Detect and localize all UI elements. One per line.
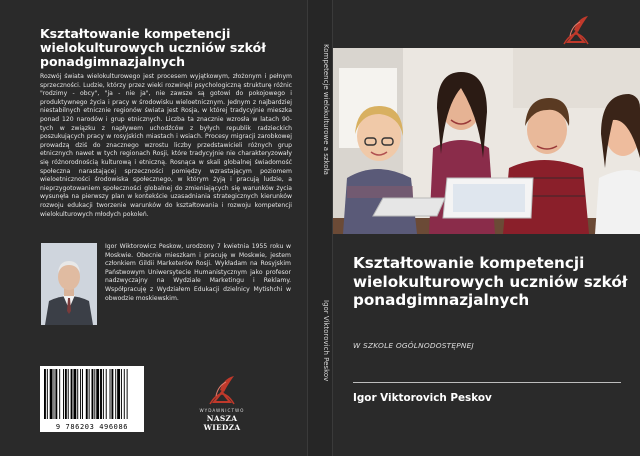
publisher-logo-top: WYDAWNICTWO (199, 408, 245, 413)
back-title: Kształtowanie kompetencji wielokulturowych uczniów szkół ponadgimnazjalnych (40, 26, 266, 69)
students-laptop-photo-icon (333, 48, 640, 234)
spine-author: Igor Viktorovich Peskov (322, 300, 330, 382)
author-bio: Igor Wiktorowicz Peskow, urodzony 7 kwietnia 1955 roku w Moskwie. Obecnie mieszkam i pracuję w Moskwie, jestem członkiem Gildii Marketerów Rosji. Wykładam na Rosyjskim Państwowym Uniwersytecie Humanistycznym jako profesor nadzwyczajny na Wydziale Marketingu i Reklamy. Współpracuję z Wydziałem Edukacji dzielnicy Mytishchi w obwodzie moskiewskim. (105, 243, 291, 302)
front-divider (353, 382, 621, 383)
front-cover (333, 0, 640, 456)
back-cover (0, 0, 307, 456)
author-photo (41, 243, 97, 325)
publisher-logo-icon (190, 370, 254, 408)
spine-title: Kompetencje wielokulturowe a szkoła (322, 44, 330, 175)
barcode (40, 366, 144, 432)
front-subtitle: W SZKOLE OGÓLNODOSTĘPNEJ (353, 341, 474, 350)
back-publisher-logo (190, 370, 254, 432)
cover-photo-students (333, 48, 640, 234)
barcode-digits: 9 786203 496086 (55, 423, 129, 431)
publisher-logo-name: NASZA WIEDZA (203, 414, 241, 432)
front-author: Igor Viktorovich Peskov (353, 392, 492, 404)
front-title: Kształtowanie kompetencji wielokulturowych uczniów szkół ponadgimnazjalnych (353, 254, 628, 309)
spine (307, 0, 333, 456)
back-description: Rozwój świata wielokulturowego jest procesem wyjątkowym, złożonym i pełnym sprzeczności. Ludzie, którzy przez wieki rozwinęli psychologiczną strukturę różnic "rodzimy - obcy", "ja - nie ja", nie zawsze są gotowi do pokojowego i produktywnego życia i pracy w środowisku wieloetnicznym. Jednym z najbardziej niestabilnych etnicznie regionów świata jest Rosja, w której tradycyjnie mieszka ponad 120 narodów i grup etnicznych. Liczba ta znacznie wzrosła w latach 90-tych w związku z napływem uchodźców z byłych republik radzieckich poszukujących pracy w rosyjskich miastach i wsiach. Procesy migracji zarobkowej prowadzą dziś do znacznego wzrostu liczby przedstawicieli różnych grup etnicznych nawet w tych regionach Rosji, które tradycyjnie nie charakteryzowały się różnorodnością kulturową i etniczną. Rosnąca w skali globalnej świadomość społeczna narastającej sprzeczności pomiędzy wzrastającym poziomem wieloetniczności środowiska społecznego, w którym żyją i pracują ludzie, a nieprzygotowaniem społeczności globalnej do zmieniających się warunków życia wysunęła na pierwszy plan w kontekście uzasadniania strategicznych kierunków rozwoju edukacji tworzenie warunków do kształtowania i rozwoju kompetencji wielokulturowych młodych pokoleń. (40, 73, 292, 218)
barcode-icon (40, 366, 144, 422)
author-portrait-icon (41, 243, 97, 325)
publisher-logo-icon (541, 10, 611, 48)
